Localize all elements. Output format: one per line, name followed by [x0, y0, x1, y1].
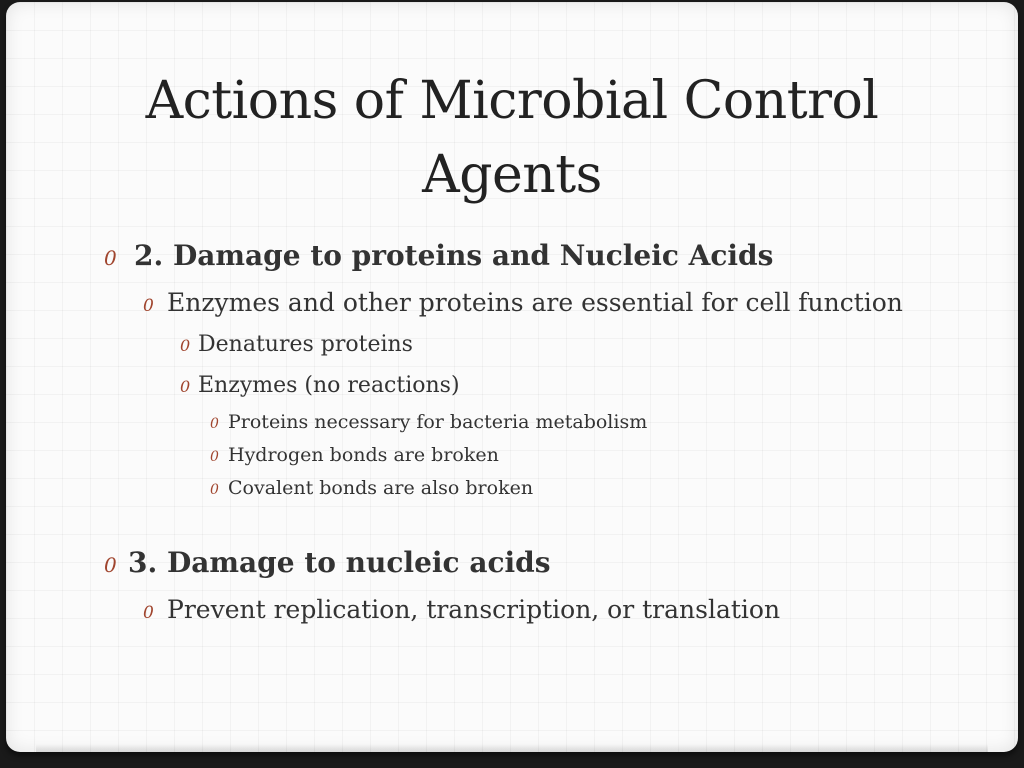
bullet-marker: 0: [143, 296, 154, 316]
bullet-marker: 0: [180, 377, 191, 396]
bullet-level4-proteins-metabolism: [210, 411, 647, 433]
bullet-level2-enzymes-essential: [143, 288, 903, 317]
bullet-level4-covalent-bonds: [210, 477, 533, 499]
page-shadow: [36, 744, 988, 752]
bullet-level1-nucleic-acids: [104, 546, 551, 579]
bullet-level3-denatures: [180, 332, 413, 357]
bullet-marker: 0: [210, 449, 219, 465]
bullet-text: Denatures proteins: [198, 332, 413, 357]
bullet-level4-hydrogen-bonds: [210, 444, 499, 466]
bullet-marker: 0: [210, 416, 219, 432]
bullet-text: Enzymes and other proteins are essential for cell function: [167, 288, 903, 317]
bullet-level1-proteins-nucleic: [104, 239, 773, 272]
bullet-marker: 0: [104, 246, 117, 270]
bullet-text: Proteins necessary for bacteria metabolism: [228, 411, 648, 433]
bullet-text: Enzymes (no reactions): [198, 373, 460, 398]
bullet-text: Covalent bonds are also broken: [228, 477, 534, 499]
bullet-text: Prevent replication, transcription, or translation: [167, 595, 781, 624]
bullet-marker: 0: [143, 603, 154, 623]
bullet-level3-enzymes-no-reactions: [180, 373, 460, 398]
bullet-marker: 0: [104, 553, 117, 577]
bullet-text: Hydrogen bonds are broken: [228, 444, 499, 466]
bullet-text: 2. Damage to proteins and Nucleic Acids: [134, 239, 774, 272]
bullet-marker: 0: [210, 482, 219, 498]
bullet-level2-prevent-replication: [143, 595, 780, 624]
slide-title-line-1: Actions of Microbial Control: [145, 71, 879, 131]
bullet-text: 3. Damage to nucleic acids: [128, 546, 551, 579]
slide-title-line-2: Agents: [422, 145, 602, 205]
slide-title: [6, 64, 1018, 212]
bullet-marker: 0: [180, 336, 191, 355]
slide: [6, 2, 1018, 752]
